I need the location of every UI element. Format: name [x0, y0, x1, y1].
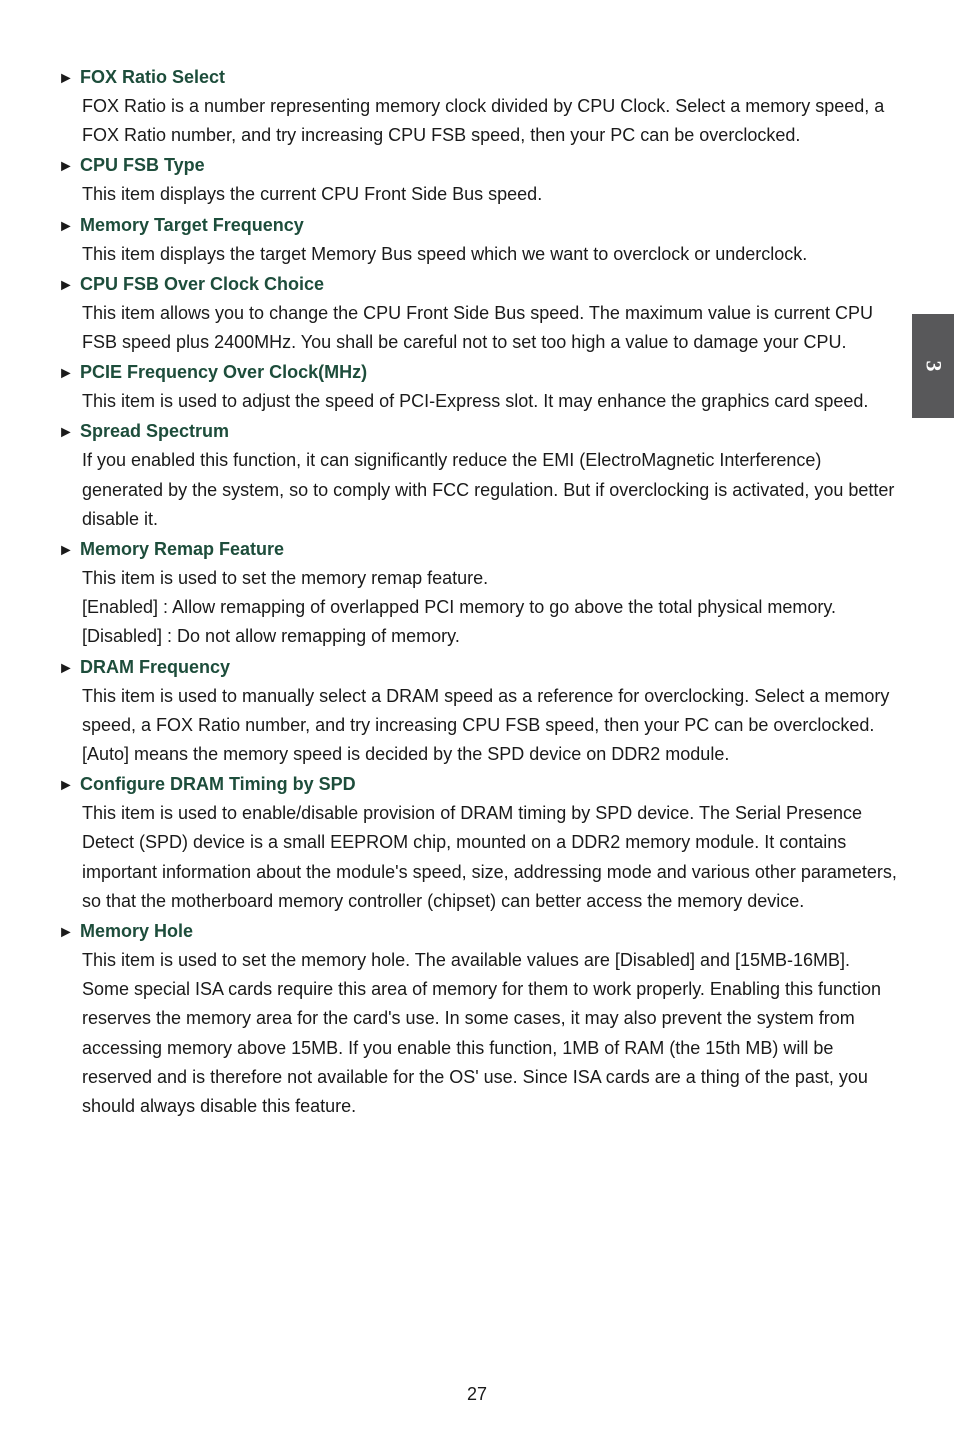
bullet-arrow-icon: ► [58, 777, 74, 795]
item-description [82, 387, 903, 416]
item-heading-memory-remap-feature [58, 536, 903, 562]
item-paragraph: This item allows you to change the CPU Front Side Bus speed. The maximum value is current CPU FSB speed plus 2400MHz. You shall be careful not to set too high a value to damage your CPU. [82, 302, 874, 353]
item-paragraph: This item is used to set the memory hole. The available values are [Disabled] and [15MB-16MB]. [82, 950, 851, 971]
bullet-arrow-icon: ► [58, 659, 74, 677]
item-heading-cpu-fsb-type [58, 152, 903, 178]
item-title: Memory Target Frequency [80, 214, 304, 235]
item-title: Memory Hole [80, 921, 194, 942]
item-paragraph: This item displays the target Memory Bus speed which we want to overclock or underclock. [82, 243, 808, 264]
item-heading-memory-target-frequency [58, 212, 903, 238]
item-heading-pcie-frequency-over-clock [58, 359, 903, 385]
item-heading-spread-spectrum [58, 418, 903, 444]
bullet-arrow-icon: ► [58, 924, 74, 942]
item-heading-dram-frequency [58, 654, 903, 680]
manual-content [58, 64, 903, 1121]
item-description [82, 446, 903, 534]
bullet-arrow-icon: ► [58, 365, 74, 383]
item-paragraph: Some special ISA cards require this area of memory for them to work properly. Enabling this function reserves the memory area for the card's use. In some cases, it may also prevent the system from accessing memory above 15MB. If you enable this function, 1MB of RAM (the 15th MB) will be reserved and is therefore not available for the OS' use. Since ISA cards are a thing of the past, you should always disable this feature. [82, 979, 882, 1117]
item-heading-memory-hole [58, 918, 903, 944]
chapter-tab [912, 314, 954, 418]
item-paragraph: [Disabled] : Do not allow remapping of memory. [82, 626, 460, 647]
bullet-arrow-icon: ► [58, 217, 74, 235]
item-paragraph: This item is used to adjust the speed of PCI-Express slot. It may enhance the graphics card speed. [82, 391, 869, 412]
item-paragraph: This item is used to enable/disable provision of DRAM timing by SPD device. The Serial Presence Detect (SPD) device is a small EEPROM chip, mounted on a DDR2 memory module. It contains important information about the module's speed, size, addressing mode and various other parameters, so that the motherboard memory controller (chipset) can better access the memory device. [82, 803, 897, 911]
bullet-arrow-icon: ► [58, 276, 74, 294]
bullet-arrow-icon: ► [58, 70, 74, 87]
item-description [82, 299, 903, 357]
item-paragraph: FOX Ratio is a number representing memory clock divided by CPU Clock. Select a memory speed, a FOX Ratio number, and try increasing CPU FSB speed, then your PC can be overclocked. [82, 96, 885, 146]
item-description [82, 92, 903, 150]
item-paragraph: This item is used to manually select a DRAM speed as a reference for overclocking. Select a memory speed, a FOX Ratio number, and try increasing CPU FSB speed, then your PC can be overclocked. [Auto] means the memory speed is decided by the SPD device on DDR2 module. [82, 685, 890, 765]
item-heading-configure-dram-timing-by-spd [58, 771, 903, 797]
item-paragraph: If you enabled this function, it can significantly reduce the EMI (ElectroMagnetic Interference) generated by the system, so to comply with FCC regulation. But if overclocking is activated, you better disable it. [82, 450, 895, 529]
item-title: CPU FSB Over Clock Choice [80, 273, 325, 294]
item-paragraph: [Enabled] : Allow remapping of overlapped PCI memory to go above the total physical memory. [82, 597, 837, 618]
item-description [82, 682, 903, 770]
bullet-arrow-icon: ► [58, 158, 74, 176]
item-heading-fox-ratio-select [58, 64, 903, 90]
item-description [82, 240, 903, 269]
item-paragraph: This item displays the current CPU Front Side Bus speed. [82, 184, 543, 205]
item-title: CPU FSB Type [80, 155, 205, 176]
item-title: Memory Remap Feature [80, 539, 285, 560]
bullet-arrow-icon: ► [58, 424, 74, 442]
item-title: DRAM Frequency [80, 656, 231, 677]
item-title: Spread Spectrum [80, 421, 230, 442]
item-description [82, 799, 903, 916]
page-number: 27 [466, 1384, 488, 1404]
item-description [82, 180, 903, 209]
item-title: FOX Ratio Select [80, 67, 226, 87]
item-paragraph: This item is used to set the memory remap feature. [82, 568, 489, 589]
item-heading-cpu-fsb-over-clock-choice [58, 271, 903, 297]
item-title: PCIE Frequency Over Clock(MHz) [80, 362, 368, 383]
bullet-arrow-icon: ► [58, 542, 74, 560]
chapter-number: 3 [921, 360, 946, 372]
item-description [82, 946, 903, 1121]
item-description [82, 564, 903, 652]
item-title: Configure DRAM Timing by SPD [80, 774, 356, 795]
